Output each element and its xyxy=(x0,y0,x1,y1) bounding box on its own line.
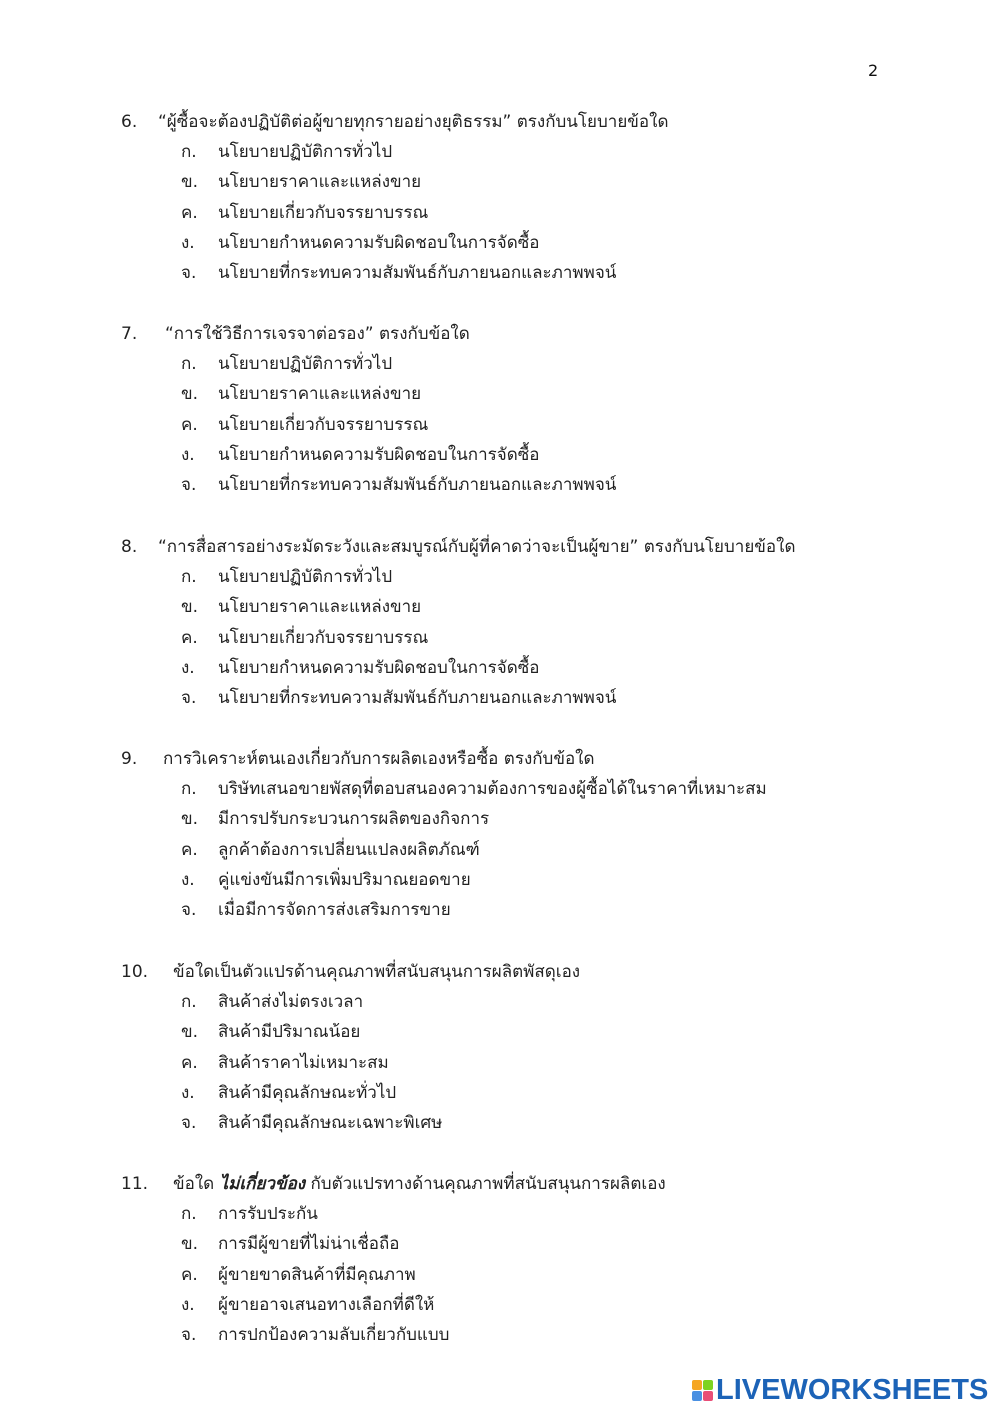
question-number: 7. xyxy=(121,324,138,344)
choice-letter: ค. xyxy=(181,627,198,648)
question-text-emphasis: ไม่เกี่ยวข้อง xyxy=(219,1174,306,1194)
choice-letter: จ. xyxy=(181,263,197,284)
choice-item[interactable] xyxy=(0,1290,1000,1320)
choice-letter: ก. xyxy=(181,779,197,799)
question-6 xyxy=(0,107,1000,288)
choice-text: การรับประกัน xyxy=(218,1204,318,1224)
question-8 xyxy=(0,532,1000,713)
question-text-post: กับตัวแปรทางด้านคุณภาพที่สนับสนุนการผลิตเอง xyxy=(305,1174,666,1194)
choice-letter: จ. xyxy=(181,1113,197,1134)
choice-item[interactable] xyxy=(0,1017,1000,1047)
choice-text: สินค้ามีคุณลักษณะเฉพาะพิเศษ xyxy=(218,1113,443,1134)
choice-text: นโยบายที่กระทบความสัมพันธ์กับภายนอกและภาพพจน์ xyxy=(218,475,617,496)
choice-letter: ก. xyxy=(181,992,197,1012)
choice-item[interactable] xyxy=(0,198,1000,228)
choice-letter: จ. xyxy=(181,900,197,921)
choice-text: นโยบายราคาและแหล่งขาย xyxy=(218,172,422,193)
question-number: 6. xyxy=(121,112,138,132)
choice-letter: ง. xyxy=(181,1294,195,1315)
choice-item[interactable] xyxy=(0,470,1000,500)
choice-letter: ง. xyxy=(181,657,195,678)
choice-letter: ค. xyxy=(181,202,198,223)
question-text: “การสื่อสารอย่างระมัดระวังและสมบูรณ์กับผู้ที่คาดว่าจะเป็นผู้ขาย” ตรงกับนโยบายข้อใด xyxy=(158,537,796,557)
choice-item[interactable] xyxy=(0,1320,1000,1350)
choice-letter: ก. xyxy=(181,142,197,162)
question-text: ข้อใดเป็นตัวแปรด้านคุณภาพที่สนับสนุนการผลิตพัสดุเอง xyxy=(173,962,581,982)
question-7 xyxy=(0,319,1000,500)
question-text xyxy=(173,1169,666,1199)
choice-letter: จ. xyxy=(181,475,197,496)
choice-letter: ข. xyxy=(181,597,199,618)
choice-text: นโยบายกำหนดความรับผิดชอบในการจัดซื้อ xyxy=(218,657,540,678)
choice-text: การปกป้องความลับเกี่ยวกับแบบ xyxy=(218,1325,450,1346)
choice-text: นโยบายเกี่ยวกับจรรยาบรรณ xyxy=(218,202,429,223)
question-text-pre: ข้อใด xyxy=(173,1174,220,1194)
choice-text: นโยบายปฏิบัติการทั่วไป xyxy=(218,142,393,162)
choice-item[interactable] xyxy=(0,1199,1000,1229)
choice-item[interactable] xyxy=(0,349,1000,379)
question-11 xyxy=(0,1169,1000,1350)
question-text: “การใช้วิธีการเจรจาต่อรอง” ตรงกับข้อใด xyxy=(165,324,470,344)
choice-text: การมีผู้ขายที่ไม่น่าเชื่อถือ xyxy=(218,1234,400,1255)
choice-letter: ก. xyxy=(181,354,197,374)
choice-item[interactable] xyxy=(0,228,1000,258)
choice-text: นโยบายเกี่ยวกับจรรยาบรรณ xyxy=(218,627,429,648)
choice-item[interactable] xyxy=(0,623,1000,653)
page-number: 2 xyxy=(868,61,879,80)
choice-letter: ง. xyxy=(181,444,195,465)
choice-item[interactable] xyxy=(0,835,1000,865)
choice-item[interactable] xyxy=(0,379,1000,409)
choice-text: สินค้าราคาไม่เหมาะสม xyxy=(218,1052,389,1073)
choice-text: บริษัทเสนอขายพัสดุที่ตอบสนองความต้องการของผู้ซื้อได้ในราคาที่เหมาะสม xyxy=(218,779,767,799)
choice-letter: ค. xyxy=(181,414,198,435)
choice-letter: ก. xyxy=(181,567,197,587)
question-number: 8. xyxy=(121,537,138,557)
choice-text: นโยบายเกี่ยวกับจรรยาบรรณ xyxy=(218,414,429,435)
question-10 xyxy=(0,957,1000,1138)
choice-letter: ก. xyxy=(181,1204,197,1224)
choice-letter: ค. xyxy=(181,1264,198,1285)
choice-text: นโยบายราคาและแหล่งขาย xyxy=(218,384,422,405)
question-text: การวิเคราะห์ตนเองเกี่ยวกับการผลิตเองหรือซื้อ ตรงกับข้อใด xyxy=(163,749,595,769)
choice-text: นโยบายปฏิบัติการทั่วไป xyxy=(218,567,393,587)
choice-letter: ข. xyxy=(181,172,199,193)
choice-text: นโยบายปฏิบัติการทั่วไป xyxy=(218,354,393,374)
question-number: 9. xyxy=(121,749,138,769)
choice-text: ลูกค้าต้องการเปลี่ยนแปลงผลิตภัณฑ์ xyxy=(218,839,480,860)
choice-item[interactable] xyxy=(0,895,1000,925)
choice-letter: ข. xyxy=(181,1234,199,1255)
question-text: “ผู้ซื้อจะต้องปฏิบัติต่อผู้ขายทุกรายอย่างยุติธรรม” ตรงกับนโยบายข้อใด xyxy=(158,112,669,132)
choice-letter: จ. xyxy=(181,1325,197,1346)
choice-item[interactable] xyxy=(0,1260,1000,1290)
choice-letter: ข. xyxy=(181,809,199,830)
choice-letter: ค. xyxy=(181,839,198,860)
choice-item[interactable] xyxy=(0,440,1000,470)
choice-item[interactable] xyxy=(0,987,1000,1017)
logo-square xyxy=(692,1391,702,1401)
choice-item[interactable] xyxy=(0,137,1000,167)
choice-letter: ง. xyxy=(181,869,195,890)
choice-item[interactable] xyxy=(0,592,1000,622)
choice-item[interactable] xyxy=(0,167,1000,197)
question-9 xyxy=(0,744,1000,925)
choice-item[interactable] xyxy=(0,865,1000,895)
choice-letter: ข. xyxy=(181,384,199,405)
choice-text: นโยบายกำหนดความรับผิดชอบในการจัดซื้อ xyxy=(218,232,540,253)
choice-item[interactable] xyxy=(0,774,1000,804)
choice-item[interactable] xyxy=(0,653,1000,683)
choice-text: นโยบายที่กระทบความสัมพันธ์กับภายนอกและภาพพจน์ xyxy=(218,688,617,709)
logo-square xyxy=(692,1380,702,1390)
choice-text: คู่แข่งขันมีการเพิ่มปริมาณยอดขาย xyxy=(218,869,471,890)
choice-text: เมื่อมีการจัดการส่งเสริมการขาย xyxy=(218,900,451,921)
choice-text: สินค้าส่งไม่ตรงเวลา xyxy=(218,992,364,1012)
choice-text: มีการปรับกระบวนการผลิตของกิจการ xyxy=(218,809,490,830)
choice-item[interactable] xyxy=(0,258,1000,288)
choice-item[interactable] xyxy=(0,804,1000,834)
choice-letter: ข. xyxy=(181,1022,199,1043)
choice-letter: ง. xyxy=(181,1082,195,1103)
choice-item[interactable] xyxy=(0,562,1000,592)
question-number: 10. xyxy=(121,962,149,982)
choice-text: สินค้ามีปริมาณน้อย xyxy=(218,1022,361,1043)
choice-text: นโยบายที่กระทบความสัมพันธ์กับภายนอกและภาพพจน์ xyxy=(218,263,617,284)
brand-name: LIVEWORKSHEETS xyxy=(716,1373,989,1406)
choice-text: ผู้ขายอาจเสนอทางเลือกที่ดีให้ xyxy=(218,1294,435,1315)
logo-square xyxy=(703,1380,713,1390)
choice-item[interactable] xyxy=(0,683,1000,713)
choice-item[interactable] xyxy=(0,1048,1000,1078)
choice-letter: ค. xyxy=(181,1052,198,1073)
choice-text: นโยบายราคาและแหล่งขาย xyxy=(218,597,422,618)
question-number: 11. xyxy=(121,1174,149,1194)
choice-item[interactable] xyxy=(0,1229,1000,1259)
choice-item[interactable] xyxy=(0,1078,1000,1108)
liveworksheets-logo-icon xyxy=(692,1380,713,1401)
liveworksheets-brand[interactable] xyxy=(692,1375,988,1405)
choice-letter: จ. xyxy=(181,688,197,709)
choice-letter: ง. xyxy=(181,232,195,253)
choice-item[interactable] xyxy=(0,1108,1000,1138)
choice-text: สินค้ามีคุณลักษณะทั่วไป xyxy=(218,1082,397,1103)
choice-text: ผู้ขายขาดสินค้าที่มีคุณภาพ xyxy=(218,1264,416,1285)
choice-item[interactable] xyxy=(0,410,1000,440)
choice-text: นโยบายกำหนดความรับผิดชอบในการจัดซื้อ xyxy=(218,444,540,465)
logo-square xyxy=(703,1391,713,1401)
